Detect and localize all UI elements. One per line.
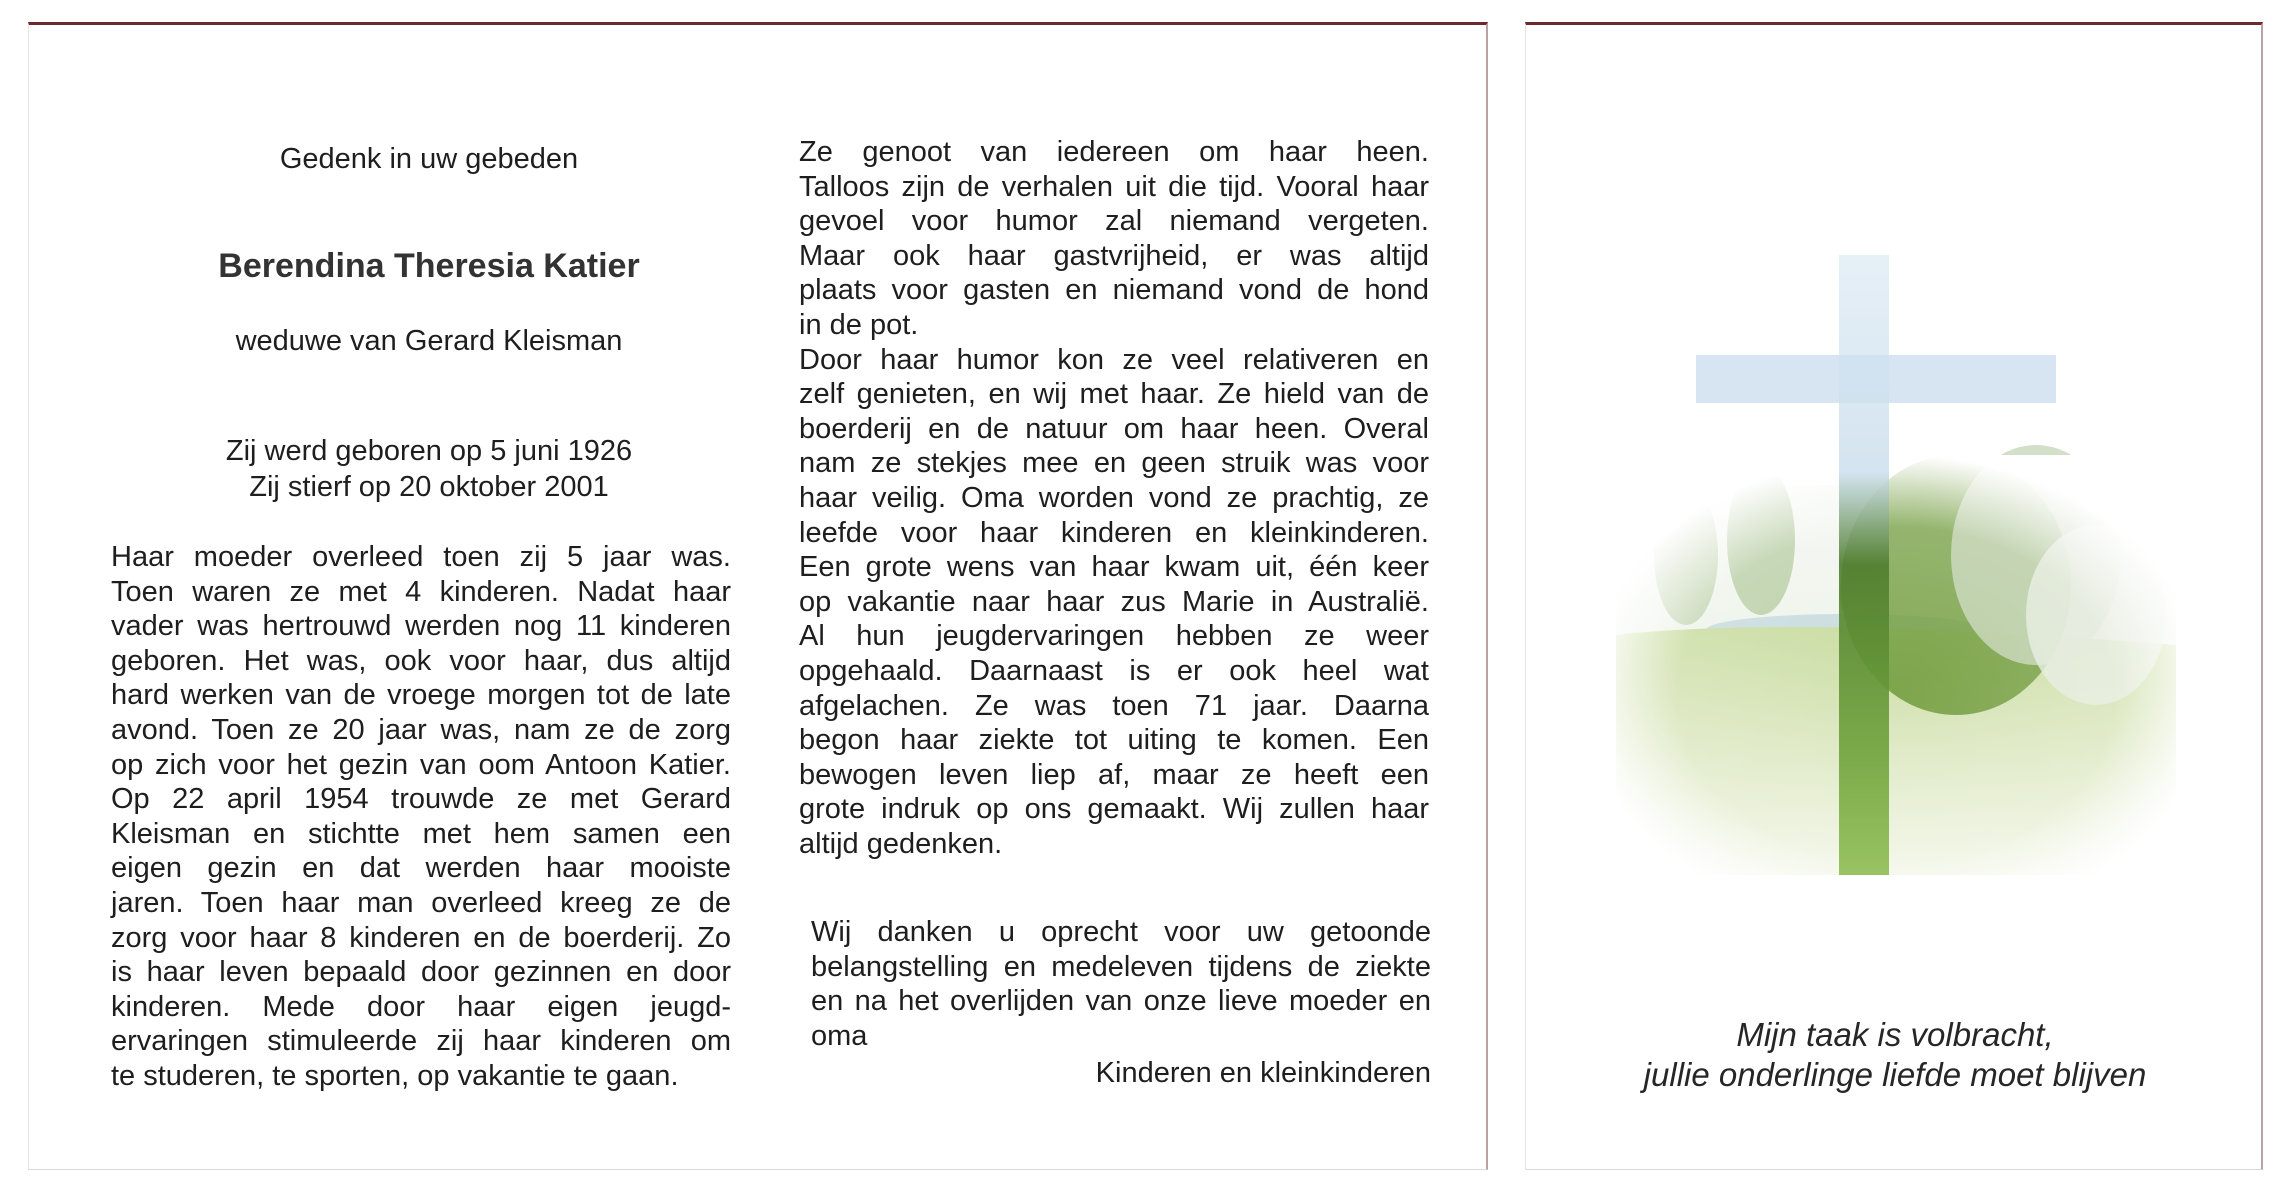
bio-line: afgelachen. Ze was toen 71 jaar. Daarna xyxy=(799,689,1429,722)
bio-line: altijd gedenken. xyxy=(799,827,1003,860)
birth-date: Zij werd geboren op 5 juni 1926 xyxy=(225,435,633,467)
thanks-line: belangstelling en medeleven tijdens de ziekte xyxy=(811,950,1431,983)
bio-line: zorg voor haar 8 kinderen en de boerderij. Zo xyxy=(111,921,731,954)
bio-line: boerderij en de natuur om haar heen. Overal xyxy=(799,412,1429,445)
bio-line: Kleisman en stichtte met hem samen een xyxy=(111,817,731,850)
bio-line: bewogen leven liep af, maar ze heeft een xyxy=(799,758,1429,791)
bio-line: grote indruk op ons gemaakt. Wij zullen haar xyxy=(799,793,1429,826)
bio-line: kinderen. Mede door haar eigen jeugd- xyxy=(111,990,731,1023)
thanks-paragraph xyxy=(811,915,1431,1053)
bio-line: avond. Toen ze 20 jaar was, nam ze de zorg xyxy=(111,713,731,746)
bio-line: jaren. Toen haar man overleed kreeg ze de xyxy=(111,886,731,919)
bio-line: hard werken van de vroege morgen tot de late xyxy=(111,679,731,712)
cross-landscape-illustration xyxy=(1596,255,2196,975)
thanks-line: oma xyxy=(811,1019,868,1052)
deceased-name: Berendina Theresia Katier xyxy=(218,247,640,285)
landscape xyxy=(1596,445,2196,915)
bio-line: is haar leven bepaald door gezinnen en door xyxy=(111,956,731,989)
memorial-card-right xyxy=(1525,22,2263,1170)
bio-line: ervaringen stimuleerde zij haar kinderen om xyxy=(111,1025,731,1058)
bio-line: opgehaald. Daarnaast is er ook heel wat xyxy=(799,654,1429,687)
thanks-line: Wij danken u oprecht voor uw getoonde xyxy=(811,916,1431,948)
biography-column-1 xyxy=(111,540,731,1094)
bio-line: zelf genieten, en wij met haar. Ze hield van de xyxy=(799,378,1429,411)
bio-line: vader was hertrouwd werden nog 11 kinderen xyxy=(111,610,731,643)
quote-line-1: Mijn taak is volbracht, xyxy=(1736,1016,2054,1053)
widow-of-line: weduwe van Gerard Kleisman xyxy=(235,325,623,357)
thanks-line: en na het overlijden van onze lieve moeder en xyxy=(811,985,1431,1018)
bio-line: op vakantie naar haar zus Marie in Australië. xyxy=(799,585,1429,618)
bio-line: te studeren, te sporten, op vakantie te gaan. xyxy=(111,1059,679,1092)
bio-line: Een grote wens van haar kwam uit, één keer xyxy=(799,551,1429,584)
bio-line: nam ze stekjes mee en geen struik was voor xyxy=(799,447,1429,480)
closing-quote xyxy=(1546,1015,2244,1095)
bio-line: Door haar humor kon ze veel relativeren en xyxy=(799,343,1429,376)
bio-line: Al hun jeugdervaringen hebben ze weer xyxy=(799,620,1429,653)
bio-line: plaats voor gasten en niemand vond de hond xyxy=(799,274,1429,307)
bio-line: Maar ook haar gastvrijheid, er was altijd xyxy=(799,239,1429,272)
bio-line: geboren. Het was, ook voor haar, dus altijd xyxy=(111,644,731,677)
life-dates xyxy=(119,433,739,505)
bio-line: begon haar ziekte tot uiting te komen. Een xyxy=(799,724,1429,757)
bio-line: Ze genoot van iedereen om haar heen. xyxy=(799,136,1429,168)
signature: Kinderen en kleinkinderen xyxy=(1095,1057,1431,1089)
bio-line: haar veilig. Oma worden vond ze prachtig, ze xyxy=(799,481,1429,514)
quote-line-2: jullie onderlinge liefde moet blijven xyxy=(1643,1056,2147,1093)
bio-line: Talloos zijn de verhalen uit die tijd. Vooral haar xyxy=(799,170,1429,203)
bio-line: op zich voor het gezin van oom Antoon Katier. xyxy=(111,748,731,781)
prayer-header: Gedenk in uw gebeden xyxy=(279,143,579,175)
memorial-card-left xyxy=(28,22,1488,1170)
bio-line: leefde voor haar kinderen en kleinkinderen. xyxy=(799,516,1429,549)
bio-line: Toen waren ze met 4 kinderen. Nadat haar xyxy=(111,575,731,608)
bio-line: gevoel voor humor zal niemand vergeten. xyxy=(799,205,1429,238)
bio-line: in de pot. xyxy=(799,308,919,341)
bio-line: Op 22 april 1954 trouwde ze met Gerard xyxy=(111,783,731,816)
bio-line: Haar moeder overleed toen zij 5 jaar was. xyxy=(111,541,731,573)
biography-column-2 xyxy=(799,135,1429,861)
death-date: Zij stierf op 20 oktober 2001 xyxy=(249,471,609,503)
bio-line: eigen gezin en dat werden haar mooiste xyxy=(111,852,731,885)
